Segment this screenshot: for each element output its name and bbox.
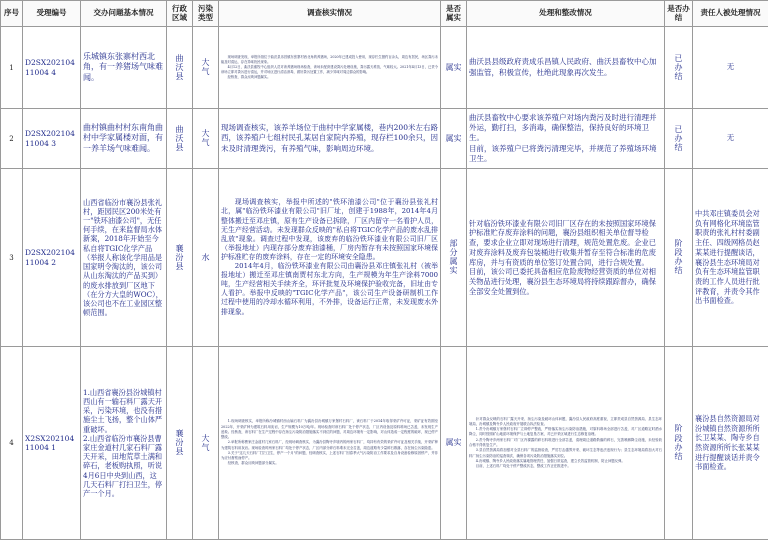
responsible-cell: 无 — [693, 27, 768, 109]
header-issue: 交办问题基本情况 — [81, 1, 167, 27]
pollution-text: 大气 — [202, 434, 210, 452]
code-cell: D2SX20210411004 4 — [23, 27, 81, 109]
header-responsible: 责任人被处理情况 — [693, 1, 768, 27]
district-text: 襄汾县 — [176, 244, 184, 272]
district-cell — [167, 109, 193, 169]
code-cell: X2SX20210411004 1 — [23, 347, 81, 540]
investigation-paragraph: 4月12日，曲沃县畜牧中心组织人员对该养猪场现场检查，该场未配套建设粪污处理设施，粪污露天堆放，气味较大。2021年4月13日，已责令该场立即对粪污进行清运，并对场区进行清洁消毒，做好粪污处置工作，减少异味对周边群众的影响。 — [221, 65, 438, 75]
header-true-flag: 是否属实 — [441, 1, 467, 27]
district-cell — [167, 169, 193, 347]
district-text: 襄汾县 — [176, 429, 184, 457]
handling-cell: 曲沃县畜牧中心要求该养殖户对场内粪污及时进行清理并外运，勤打扫，多消毒，确保整洁，保持良好的环境卫生。 目前，该养殖户已将粪污清理完毕，并规范了养殖场环境卫生。 — [467, 109, 665, 169]
table-row — [1, 169, 768, 347]
investigation-paragraph: 2014年4月，临汾铁环漆业有限公司由襄汾县邓庄镇张礼村（被举报地址）搬迁至邓庄镇南贾村东北方向，生产规模为年生产涂料7000吨，生产经营相关手续齐全，环评批复及环境保护验收完备，旧址由专人看护。举报中反映的"TGIC化学产品"，该公司生产设备研制机工作过程中使用的冷却水循环利用，不外排，设备运行正常，未发现废水外排现象。 — [221, 262, 438, 317]
issue-cell: 乐城镇东张寨村西北角，有一养猪场气味难闻。 — [81, 27, 167, 109]
district-text: 曲沃县 — [176, 54, 184, 82]
responsible-cell: 中共邓庄镇委员会对负有网格化环境监管职责的张礼村村委副主任、四级网格员赵某某进行提醒谈话，襄汾县生态环境局对负有生态环境监管职责的工作人员进行批评教育，并责令其作出书面检查。 — [693, 169, 768, 347]
done-text: 已办结 — [675, 125, 683, 153]
district-cell — [167, 347, 193, 540]
pollution-cell — [193, 109, 219, 169]
header-pollution: 污染类型 — [193, 1, 219, 27]
district-cell — [167, 27, 193, 109]
done-text: 阶段办结 — [675, 424, 683, 461]
investigation-paragraph: 现场调查核实，举报中所述的"铁环油漆公司"位于襄汾县张礼村北，属"临汾铁环漆业有限公司"旧厂址，创建于1988年，2014年4月整体搬迁至邓庄镇，原有生产设备已拆除，厂区内留守一名看护人员，无生产经营活动。未发现群众反映的"私自将TGIC化学产品的废水乱排乱放"现象。调查过程中发现，该废弃的临汾铁环漆业有限公司旧厂区（举报地址）内现存部分废弃油漆桶，厂房内暂存有未按照国家环境保护标准贮存的废弃涂料，存在一定的环境安全隐患。 — [221, 198, 438, 262]
true-flag-text: 部分属实 — [450, 239, 458, 276]
pollution-cell — [193, 27, 219, 109]
issue-cell: 山西省临汾市襄汾县张礼村，距园民区200米处有一"铁环油漆公司"，无任何手续，在来监督局水体新案，2018年开始至今私自将TGIC化学产品（举报人称该化学用品是国家明令淘汰的，该公司从山东淘汰的产品买到）的废水排放到厂区地下（在分方大皇的WOC），该公司也不在工业园区整顿范围。 — [81, 169, 167, 347]
district-text: 曲沃县 — [176, 125, 184, 153]
pollution-text: 水 — [202, 253, 210, 262]
true-flag-cell: 属实 — [441, 27, 467, 109]
pollution-text: 大气 — [202, 129, 210, 147]
investigation-paragraph: 2.举报所称曹家庄金道村几家石料厂，经现场调查核实，为襄汾县陶寺乡境内的两家石料厂，均持有有效的采矿许可证及相关手续，开采矿种为建筑石料用灰岩。现场检查时两家石料厂均处于停产状态，厂区内部分碎石料堆未完全苫盖，周边道路有少量碎石散落，存在扬尘污染隐患。 — [221, 440, 438, 451]
done-text: 已办结 — [675, 54, 683, 82]
handling-paragraph: 3.县自然资源局将加强对全县石料厂的监督检查，严厉打击越界开采、破坏生态等违法违规行为；县生态环境局将加大对石料厂扬尘污染防治的巡查频次，确保各项污染防治措施落实到位。 — [469, 448, 662, 459]
investigation-paragraph: 1.现场调查核实，举报所称汾城镇村西山输石料厂为襄汾县汾城镇万家堡村石料厂，该石料厂于2014年取得采矿许可证，采矿证有效期至2022年，开采矿种为建筑石料用灰岩，生产规模为10万吨/年。现场检查时该石料厂处于停产状态，厂区内设备及原料堆场已苫盖，未发现生产迹象。经核查，该石料厂在生产过程中存在扬尘污染防治措施落实不到位的问题，对周边环境有一定影响，对山体造成一定程度的破坏，现已停产整改。 — [221, 419, 438, 440]
seq-cell: 4 — [1, 347, 23, 540]
handling-paragraph: 4.汾城镇、陶寺乡人民政府落实属地管理责任，加强日常巡查，建立长效监管机制，防止问题反弹。 — [469, 459, 662, 464]
investigation-cell — [219, 169, 441, 347]
handling-paragraph: 1.责令汾城镇万家堡村石料厂立即停产整改，严格落实扬尘污染防治措施，对原料堆场全部进行苫盖，对厂区道路定时洒水降尘，同时按照矿山地质环境保护与土地复垦方案，对已开采区域进行生态修复治理。 — [469, 427, 662, 438]
investigation-paragraph: 经核查，群众反映问题属实。 — [221, 75, 438, 80]
pollution-cell — [193, 169, 219, 347]
handling-cell: 针对临汾铁环漆业有限公司旧厂区存在的未按照国家环境保护标准贮存废弃涂料的问题，襄汾县组织相关单位督导检查，要求企业立即对现场进行清理，规范处置危废。企业已对废弃涂料及废弃包装桶进行收集并暂存至符合标准的危废库房，并与有资质的单位签订处置合同，进行合规处置。 目前，该公司已委托具备相应危险废物经营资质的单位对相关物品进行处理，襄汾县生态环境局将持续跟踪督办，确保全部安全处置到位。 — [467, 169, 665, 347]
header-done: 是否办结 — [665, 1, 693, 27]
seq-cell: 2 — [1, 109, 23, 169]
true-flag-cell: 属实 — [441, 109, 467, 169]
seq-cell: 3 — [1, 169, 23, 347]
header-row — [1, 1, 768, 27]
code-cell: D2SX20210411004 2 — [23, 169, 81, 347]
pollution-cell — [193, 347, 219, 540]
issue-cell: 1.山西省襄汾县汾城镇村西山有一输石料厂露天开采，污染环境，也没有措施尘土飞扬，整个山体严重破坏。 2.山西省临汾市襄汾县曹家庄金道村几家石料厂露天开采，田地荒草土满和碎石，老板购执照，听说4月6日中央到山西，这几天石料厂打扫卫生，停产一个月。 — [81, 347, 167, 540]
true-flag-cell: 属实 — [441, 347, 467, 540]
header-code: 受理编号 — [23, 1, 81, 27]
responsible-cell: 襄汾县自然资源局对汾城镇自然资源所所长卫某某、陶寺乡自然资源所所长张某某进行提醒谈话并责令书面检查。 — [693, 347, 768, 540]
issue-cell: 曲村镇曲村村东南角曲村中学家属楼对面，有一养羊场气味难闻。 — [81, 109, 167, 169]
code-cell: D2SX20210411004 3 — [23, 109, 81, 169]
table-row — [1, 27, 768, 109]
table-row — [1, 347, 768, 540]
investigation-paragraph: 3.关于"这几天石料厂打扫卫生，停产一个月"的问题，经调查核实，上述石料厂因春季大气污染防治工作要求及自身设备检修原因停产，并非为应付督察而停产。 — [221, 451, 438, 462]
done-text: 阶段办结 — [675, 239, 683, 276]
investigation-cell: 现场调查核实，该养羊场位于曲村中学家属楼，巷内200米左右路西，该养殖户七组村民孔某居自家院内养殖，现存栏100余只，因未及时清理粪污，有养殖气味，影响周边环境。 — [219, 109, 441, 169]
investigation-paragraph: 现场调查发现，举报所指位于曲沃县乐昌镇东张寨村西北角的养猪场，2020年已建成投入使用，现存栏生猪约百余头，周边有居民，场区粪污未能及时清运，存在异味扰民现象。 — [221, 55, 438, 65]
seq-cell: 1 — [1, 27, 23, 109]
done-cell — [665, 347, 693, 540]
header-district: 行政区域 — [167, 1, 193, 27]
done-cell — [665, 169, 693, 347]
header-investigation: 调查核实情况 — [219, 1, 441, 27]
investigation-cell — [219, 27, 441, 109]
responsible-cell: 无 — [693, 109, 768, 169]
table-row — [1, 109, 768, 169]
pollution-text: 大气 — [202, 58, 210, 76]
done-cell — [665, 109, 693, 169]
header-seq: 序号 — [1, 1, 23, 27]
handling-paragraph: 针对群众反映的石料厂露天开采、扬尘污染及破坏山体问题，襄汾县人民政府高度重视，立即责成县自然资源局、县生态环境局、汾城镇及陶寺乡人民政府开展联合执法检查。 — [469, 417, 662, 428]
handling-cell: 曲沃县县级政府责成乐昌镇人民政府、曲沃县畜牧中心加强监管，积极宣传，杜绝此现象再次发生。 — [467, 27, 665, 109]
done-cell — [665, 27, 693, 109]
investigation-cell — [219, 347, 441, 540]
investigation-paragraph: 经核查，群众反映问题部分属实。 — [221, 461, 438, 466]
handling-paragraph: 目前，上述石料厂均处于停产整改状态，整改工作正在推进中。 — [469, 464, 662, 469]
handling-paragraph: 2.责令陶寺乡两家石料厂对厂区内裸露的碎石料堆进行全部苫盖，清理周边道路散落的碎石，完善喷淋降尘设施，未经验收合格不得恢复生产。 — [469, 438, 662, 449]
true-flag-cell — [441, 169, 467, 347]
header-handling: 处理和整改情况 — [467, 1, 665, 27]
handling-cell — [467, 347, 665, 540]
